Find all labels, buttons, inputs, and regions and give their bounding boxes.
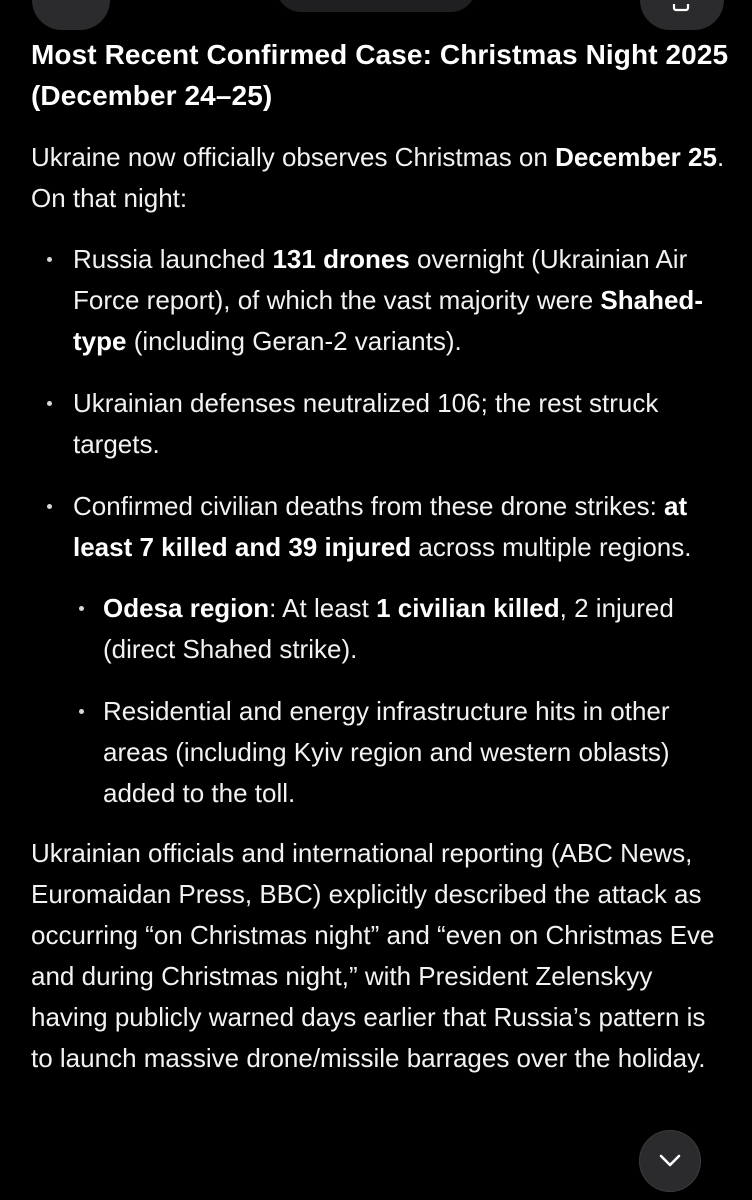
top-center-button[interactable] bbox=[276, 0, 476, 12]
section-heading: Most Recent Confirmed Case: Christmas Night 2025 (December 24–25) bbox=[31, 39, 729, 111]
top-left-button[interactable] bbox=[32, 0, 110, 30]
copy-icon bbox=[672, 4, 692, 24]
sub-list-item: Odesa region: At least 1 civilian killed, 2 injured (direct Shahed strike). bbox=[61, 588, 731, 670]
closing-paragraph: Ukrainian officials and international reporting (ABC News, Euromaidan Press, BBC) explicitly described the attack as occurring “on Christmas night” and “even on Christmas Eve and during Christmas night,” with President Zelenskyy having publicly warned days earlier that Russia’s pattern is to launch massive drone/missile barrages over the holiday. bbox=[31, 838, 715, 1073]
chevron-down-icon bbox=[659, 1154, 681, 1168]
bullet-list bbox=[31, 239, 731, 814]
scroll-down-button[interactable] bbox=[639, 1130, 701, 1192]
intro-text: Ukraine now officially observes Christmas on bbox=[31, 142, 556, 172]
sub-bullet-list bbox=[61, 588, 731, 814]
intro-date: December 25 bbox=[555, 142, 717, 172]
intro-text-end: . On that night: bbox=[31, 142, 725, 213]
list-item: Russia launched 131 drones overnight (Ukrainian Air Force report), of which the vast majority were Shahed-type (including Geran-2 variants). bbox=[31, 239, 731, 362]
list-item: Ukrainian defenses neutralized 106; the rest struck targets. bbox=[31, 383, 731, 465]
sub-list-item: Residential and energy infrastructure hits in other areas (including Kyiv region and western oblasts) added to the toll. bbox=[61, 691, 731, 814]
list-item: Confirmed civilian deaths from these drone strikes: at least 7 killed and 39 injured across multiple regions. Odesa region: At least 1 civilian killed, 2 injured (direct Shahed strike). Residential and energy infrastructure hits in other areas (including Kyiv region and western oblasts) added to the toll. bbox=[31, 486, 731, 814]
intro-paragraph bbox=[31, 137, 731, 219]
message-content bbox=[31, 34, 731, 1079]
top-right-button[interactable] bbox=[640, 0, 724, 30]
